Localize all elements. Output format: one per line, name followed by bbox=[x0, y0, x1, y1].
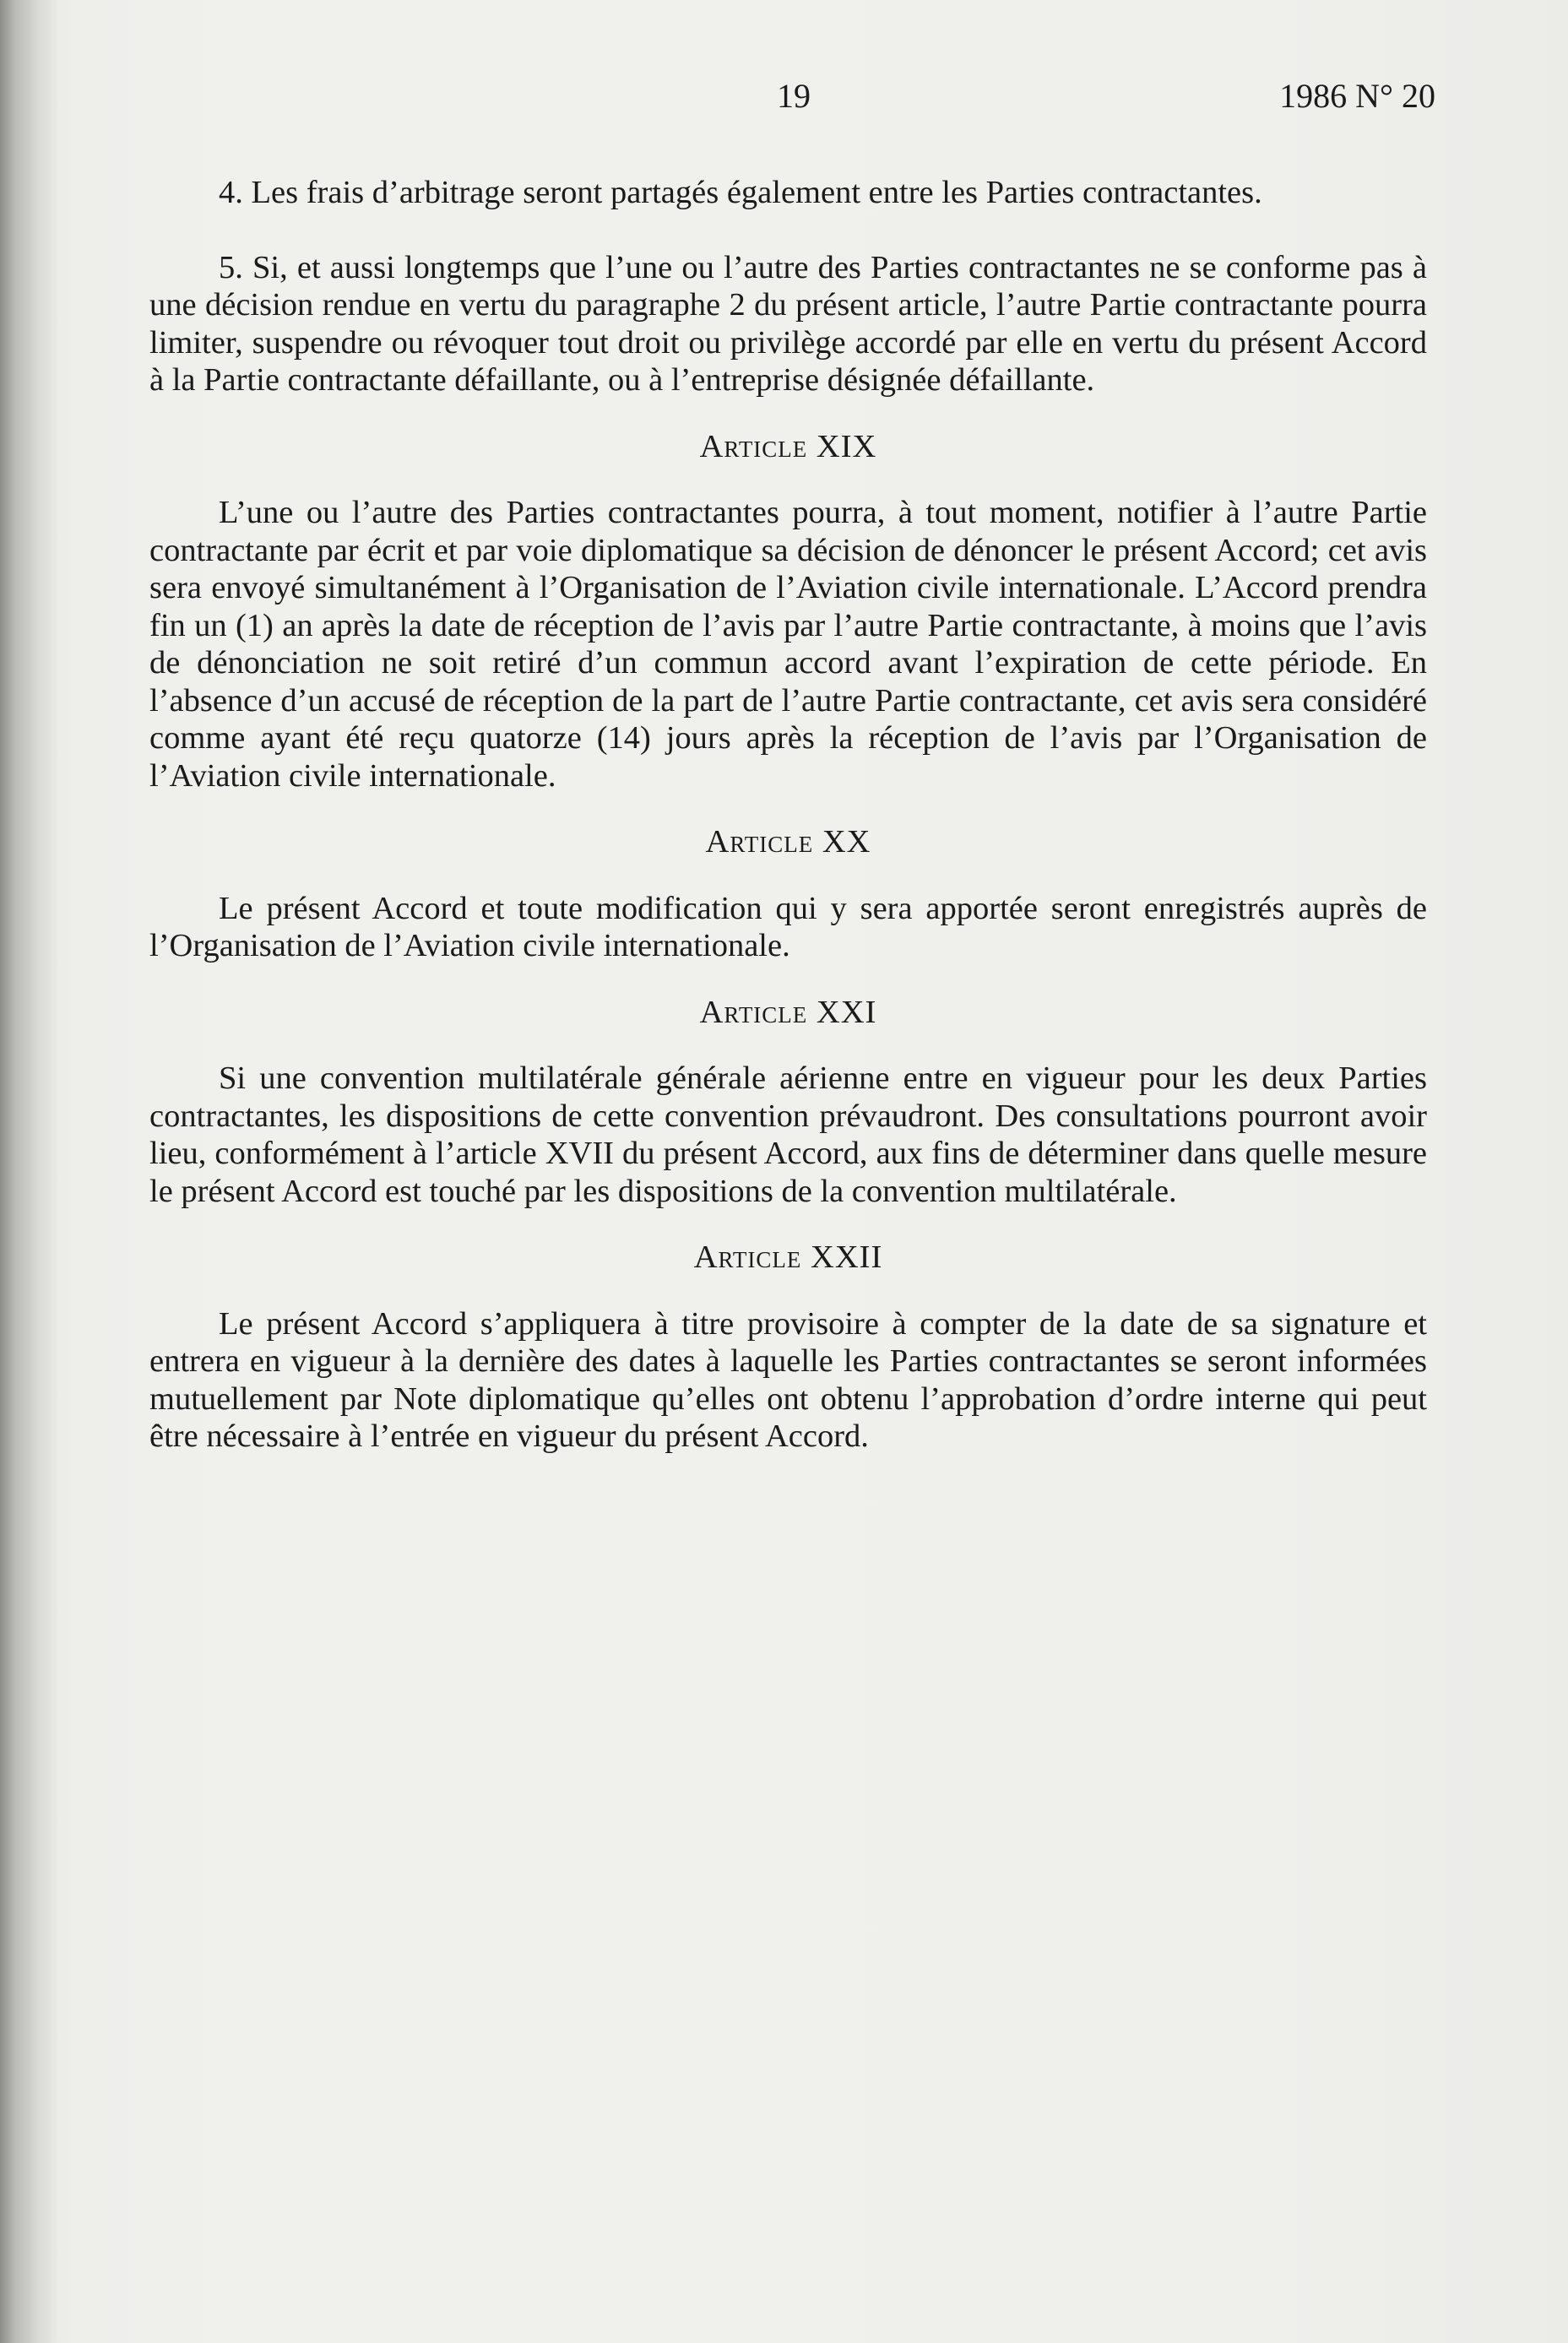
article-label: Article bbox=[705, 824, 814, 860]
article-22-text: Le présent Accord s’appliquera à titre provisoire à compter de la date de sa signature et entrera en vigueur à la dernière des dates à laquelle les Parties contractantes se seront informées mutuellement par Note diplomatique qu’elles ont obtenu l’approbation d’ordre interne qui peut être nécessaire à l’entrée en vigueur du présent Accord. bbox=[149, 1305, 1427, 1454]
article-number: XXI bbox=[816, 994, 877, 1030]
article-number: XIX bbox=[816, 428, 877, 464]
article-number: XXII bbox=[811, 1239, 883, 1275]
article-19-heading bbox=[149, 428, 1427, 466]
article-19-text: L’une ou l’autre des Parties contractantes pourra, à tout moment, notifier à l’autre Partie contractante par écrit et par voie diplomatique sa décision de dénoncer le présent Accord; cet avis sera envoyé simultanément à l’Organisation de l’Aviation civile internationale. L’Accord prendra fin un (1) an après la date de réception de l’avis par l’autre Partie contractante, à moins que l’avis de dénonciation ne soit retiré d’un commun accord avant l’expiration de cette période. En l’absence d’un accusé de réception de la part de l’autre Partie contractante, cet avis sera considéré comme ayant été reçu quatorze (14) jours après la réception de l’avis par l’Organisation de l’Aviation civile internationale. bbox=[149, 495, 1427, 794]
article-label: Article bbox=[699, 428, 808, 464]
page-number: 19 bbox=[777, 77, 811, 115]
article-21-text: Si une convention multilatérale générale aérienne entre en vigueur pour les deux Parties contractantes, les dispositions de cette convention prévaudront. Des consultations pourront avoir lieu, conformément à l’article XVII du présent Accord, aux fins de déterminer dans quelle mesure le présent Accord est touché par les dispositions de la convention multilatérale. bbox=[149, 1060, 1427, 1209]
article-label: Article bbox=[699, 994, 808, 1030]
article-22-heading bbox=[149, 1239, 1427, 1277]
document-body bbox=[149, 174, 1427, 1456]
article-number: XX bbox=[822, 824, 871, 860]
paragraph-5: 5. Si, et aussi longtemps que l’une ou l’autre des Parties contractantes ne se conforme pas à une décision rendue en vertu du paragraphe 2 du présent article, l’autre Partie contractante pourra limiter, suspendre ou révoquer tout droit ou privilège accordé par elle en vertu du présent Accord à la Partie contractante défaillante, ou à l’entreprise désignée défaillante. bbox=[149, 249, 1427, 398]
paragraph-4: 4. Les frais d’arbitrage seront partagés également entre les Parties contractantes. bbox=[219, 175, 1262, 210]
article-label: Article bbox=[693, 1239, 802, 1275]
book-spine-shadow bbox=[0, 0, 59, 2343]
year-issue-number: 1986 N° 20 bbox=[1279, 77, 1435, 115]
article-20-text: Le présent Accord et toute modification qui y sera apportée seront enregistrés auprès de l’Organisation de l’Aviation civile internationale. bbox=[149, 890, 1427, 963]
spacer bbox=[149, 212, 1427, 249]
article-20-heading bbox=[149, 823, 1427, 861]
article-21-heading bbox=[149, 994, 1427, 1032]
